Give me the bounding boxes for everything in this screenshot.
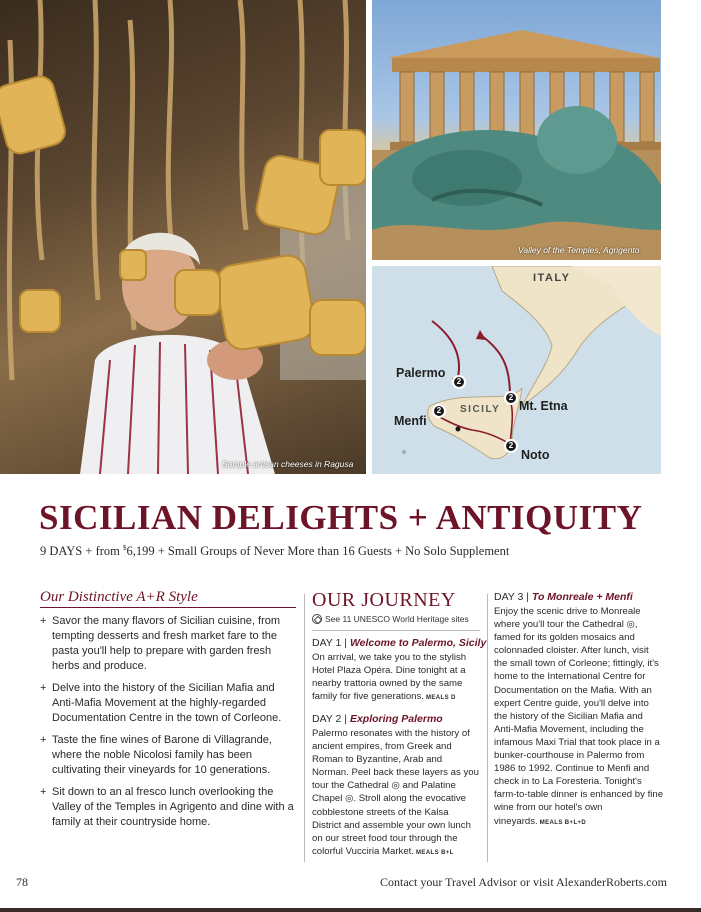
temple-scene-illustration [372,0,661,260]
day-description [312,651,480,705]
day-header [312,637,487,649]
day-text: Palermo resonates with the history of ancient empires, from Greek and Roman to Byzantine, Arab and Norman. Peel back these layers as you tour the Cathedral ◎ and Palatine Chapel ◎. Stroll along the evocative cobblestone streets of the Kalsa District and assemble your own lunch on our street food tour through the colorful Vucciria Market. [312,728,479,857]
column-divider [304,594,305,862]
trip-details: + Small Groups of Never More than 16 Guests + No Solo Supplement [154,544,510,559]
list-item [40,681,298,726]
map-pin-menfi: 2 [432,404,446,418]
column-divider [487,594,488,862]
bullet-text: Savor the many flavors of Sicilian cuisine, from tempting desserts and fresh market fare to the pasta you'll help to prepare with garden fresh herbs and produce. [52,615,281,672]
unesco-note-text: See 11 UNESCO World Heritage sites [325,614,469,624]
day-label: DAY 1 | [312,637,348,649]
day-3 [494,591,664,830]
map-city-menfi: Menfi [394,414,427,428]
cheese-scene-illustration [0,0,366,474]
day-title: To Monreale + Menfi [531,591,633,603]
photo-cheese-maker [0,0,366,474]
day-meals: MEALS D [425,695,456,702]
map-pin-noto: 2 [504,439,518,453]
unesco-icon [312,614,322,624]
day-1 [312,637,487,705]
itinerary-map [372,266,661,474]
day-description [494,605,664,830]
day-label: DAY 2 | [312,713,348,725]
day-header [312,713,480,725]
plus-icon: + [40,682,47,694]
map-city-noto: Noto [521,448,550,462]
plus-icon: + [40,615,47,627]
footer-contact: Contact your Travel Advisor or visit AlexanderRoberts.com [380,875,667,889]
style-section-heading: Our Distinctive A+R Style [40,589,296,608]
style-bullet-list [40,614,298,837]
list-item [40,733,298,778]
journey-heading: OUR JOURNEY [312,589,456,611]
list-item [40,785,298,830]
photo-valley-of-temples [372,0,661,260]
map-label-italy: ITALY [533,272,571,284]
bullet-text: Delve into the history of the Sicilian Mafia and Anti-Mafia Movement at the highly-regarded Documentation Centre in the town of Corleone. [52,682,282,724]
unesco-note [312,614,480,631]
page-number: 78 [16,875,28,889]
footer-rule [0,908,701,912]
trip-days: 9 DAYS [40,544,83,559]
map-label-sicily: SICILY [460,404,501,415]
price-prefix: + from [85,544,123,559]
bullet-text: Taste the fine wines of Barone di Villagrande, where the noble Nicolosi family has been cultivating their vineyards for 10 generations. [52,734,272,776]
map-city-palermo: Palermo [396,366,446,380]
trip-price: 6,199 [126,544,155,559]
day-title: Exploring Palermo [349,713,443,725]
page-title: SICILIAN DELIGHTS + ANTIQUITY [39,498,643,537]
day-text: Enjoy the scenic drive to Monreale where you'll tour the Cathedral ◎, famed for its golden mosaics and colonnaded cloister. After lunch, visit the small town of Corleone; fittingly, it's home to the International Centre for Documentation on the Mafia. With an expert Centre guide, you'll delve into the history of the Sicilian Mafia and Anti-Mafia Movement, including the infamous Maxi Trial that took place in a bunker-courthouse in Palermo from 1986 to 1992. Continue to Menfi and check in to La Foresteria. Tonight's farm-to-table dinner is enhanced by fine wine from our hotel's own vineyards. [494,606,664,827]
plus-icon: + [40,786,47,798]
list-item [40,614,298,674]
plus-icon: + [40,734,47,746]
map-city-mt-etna: Mt. Etna [519,399,568,413]
bullet-text: Sit down to an al fresco lunch overlooking the Valley of the Temples in Agrigento and dine with a family at their countryside home. [52,786,294,828]
day-description [312,727,480,860]
day-2 [312,713,480,860]
temple-photo-caption: Valley of the Temples, Agrigento [518,245,640,255]
day-text: On arrival, we take you to the stylish Hotel Plaza Opéra. Dine tonight at a nearby trattoria owned by the same family for five generations. [312,652,467,703]
cheese-photo-caption: Sample artisan cheeses in Ragusa [222,459,354,469]
trip-subtitle [40,544,509,559]
day-title: Welcome to Palermo, Sicily [349,637,487,649]
map-pin-palermo: 2 [452,375,466,389]
price-currency: $ [123,544,127,552]
day-label: DAY 3 | [494,591,530,603]
map-pin-mt-etna: 2 [504,391,518,405]
day-header [494,591,664,603]
day-meals: MEALS B+L [416,849,454,856]
day-meals: MEALS B+L+D [539,819,587,826]
